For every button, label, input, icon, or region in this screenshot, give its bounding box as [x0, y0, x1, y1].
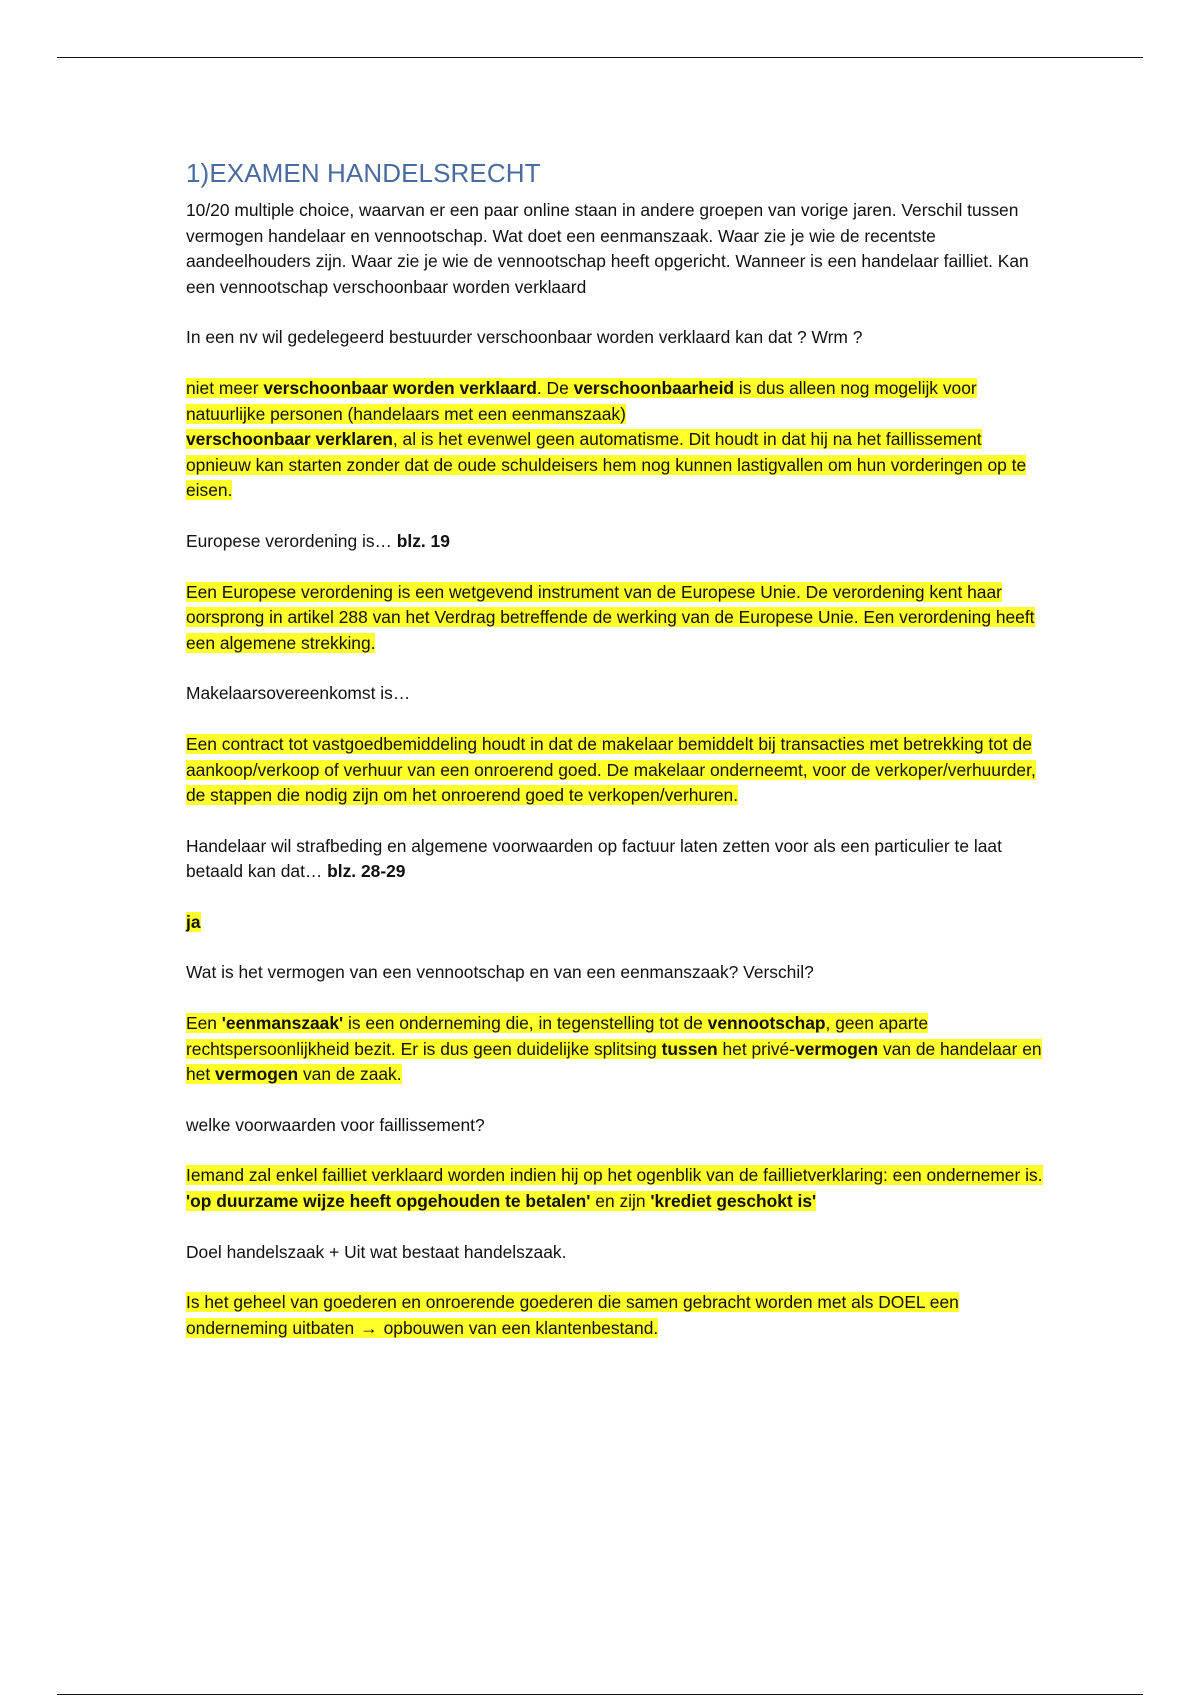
question-5: Wat is het vermogen van een vennootschap en van een eenmanszaak? Verschil? — [186, 962, 814, 983]
answer-3: Een contract tot vastgoedbemiddeling houdt in dat de makelaar bemiddelt bij transacties met betrekking tot de aankoop/verkoop of verhuur van een onroerend goed. De makelaar onderneemt, voor de verkoper/verhuurder, de stappen die nodig zijn om het onroerend goed te verkopen/verhuren. — [186, 733, 1036, 806]
answer-2: Een Europese verordening is een wetgevend instrument van de Europese Unie. De verordening kent haar oorsprong in artikel 288 van het Verdrag betreffende de werking van de Europese Unie. Een verordening heeft een algemene strekking. — [186, 581, 1035, 653]
page-reference: blz. 28-29 — [327, 861, 406, 882]
question-7: Doel handelszaak + Uit wat bestaat handelszaak. — [186, 1241, 567, 1262]
answer-6: Iemand zal enkel failliet verklaard worden indien hij op het ogenblik van de faillietverklaring: een ondernemer is. 'op duurzame wijze heeft opgehouden te betalen' en zijn 'krediet geschokt is' — [186, 1165, 1043, 1212]
question-1: In een nv wil gedelegeerd bestuurder verschoonbaar worden verklaard kan dat ? Wrm ? — [186, 327, 863, 348]
answer-7: Is het geheel van goederen en onroerende goederen die samen gebracht worden met als DOEL een onderneming uitbaten → opbouwen van een klantenbestand. — [186, 1290, 1046, 1341]
question-6: welke voorwaarden voor faillissement? — [186, 1114, 485, 1135]
question-2: Europese verordening is… blz. 19 — [186, 530, 450, 551]
intro-paragraph: 10/20 multiple choice, waarvan er een paar online staan in andere groepen van vorige jaren. Verschil tussen vermogen handelaar en vennootschap. Wat doet een eenmanszaak. Waar zie je wie de recentste aandeelhouders zijn. Waar zie je wie de vennootschap heeft opgericht. Wanneer is een handelaar failliet. Kan een vennootschap verschoonbaar worden verklaard — [186, 200, 1029, 297]
footer-rule — [57, 1694, 1143, 1695]
page-title: 1)EXAMEN HANDELSRECHT — [186, 158, 541, 188]
question-4: Handelaar wil strafbeding en algemene voorwaarden op factuur laten zetten voor als een particulier te laat betaald kan dat… blz. 28-29 — [186, 835, 1002, 882]
answer-1: niet meer verschoonbaar worden verklaard. De verschoonbaarheid is dus alleen nog mogelijk voor natuurlijke personen (handelaars met een eenmanszaak) verschoonbaar verklaren, al is het evenwel geen automatisme. Dit houdt in dat hij na het faillissement opnieuw kan starten zonder dat de oude schuldeisers hem nog kunnen lastigvallen om hun vorderingen op te eisen. — [186, 377, 1027, 501]
header-rule — [57, 57, 1143, 58]
arrow-right-icon: → — [360, 1317, 378, 1338]
answer-4: ja — [186, 911, 201, 932]
document-body — [186, 158, 1046, 1341]
answer-5: Een 'eenmanszaak' is een onderneming die, in tegenstelling tot de vennootschap, geen aparte rechtspersoonlijkheid bezit. Er is dus geen duidelijke splitsing tussen het privé-vermogen van de handelaar en het vermogen van de zaak. — [186, 1013, 1042, 1085]
page-reference: blz. 19 — [396, 530, 450, 551]
question-3: Makelaarsovereenkomst is… — [186, 683, 411, 704]
